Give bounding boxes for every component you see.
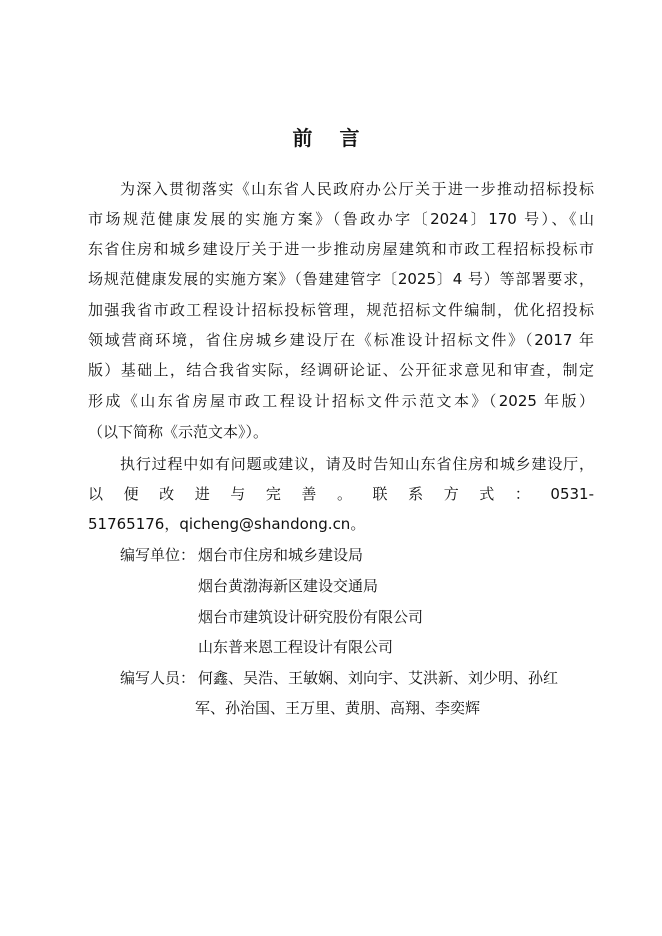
preface-line: （以下简称《示范文本》）。	[88, 423, 269, 441]
page-title: 前 言	[292, 126, 370, 150]
compiler-org: 山东普来恩工程设计有限公司	[198, 638, 394, 656]
preface-line: 版）基础上，结合我省实际，经调研论证、公开征求意见和审查，制定	[88, 361, 594, 379]
preface-line: 加强我省市政工程设计招标投标管理，规范招标文件编制，优化招投标	[88, 301, 594, 319]
preface-line: 场规范健康发展的实施方案》（鲁建建管字〔2025〕4 号）等部署要求，	[88, 270, 594, 288]
staff-names: 何鑫、吴浩、王敏娴、刘向宇、艾洪新、刘少明、孙红	[198, 669, 559, 687]
staff-label: 编写人员：	[120, 669, 196, 687]
preface-line: 形成《山东省房屋市政工程设计招标文件示范文本》（2025 年版）	[88, 392, 594, 410]
preface-line: 东省住房和城乡建设厅关于进一步推动房屋建筑和市政工程招标投标市	[88, 240, 594, 258]
compiler-org: 烟台市建筑设计研究股份有限公司	[198, 608, 424, 626]
feedback-line: 以 便 改 进 与 完 善 。 联 系 方 式 ： 0531-	[88, 485, 594, 503]
compiler-org: 烟台市住房和城乡建设局	[198, 546, 364, 564]
contact-line: 51765176，qicheng@shandong.cn。	[88, 515, 366, 533]
feedback-line: 执行过程中如有问题或建议，请及时告知山东省住房和城乡建设厅，	[120, 455, 594, 473]
preface-line: 领域营商环境，省住房城乡建设厅在《标准设计招标文件》（2017 年	[88, 331, 594, 349]
compiler-org: 烟台黄渤海新区建设交通局	[198, 577, 379, 595]
preface-line: 市场规范健康发展的实施方案》（鲁政办字〔2024〕170 号）、《山	[88, 210, 594, 228]
staff-names: 军、孙治国、王万里、黄朋、高翔、李奕辉	[195, 699, 481, 717]
preface-line: 为深入贯彻落实《山东省人民政府办公厅关于进一步推动招标投标	[120, 180, 594, 198]
compiler-label: 编写单位：	[120, 546, 196, 564]
